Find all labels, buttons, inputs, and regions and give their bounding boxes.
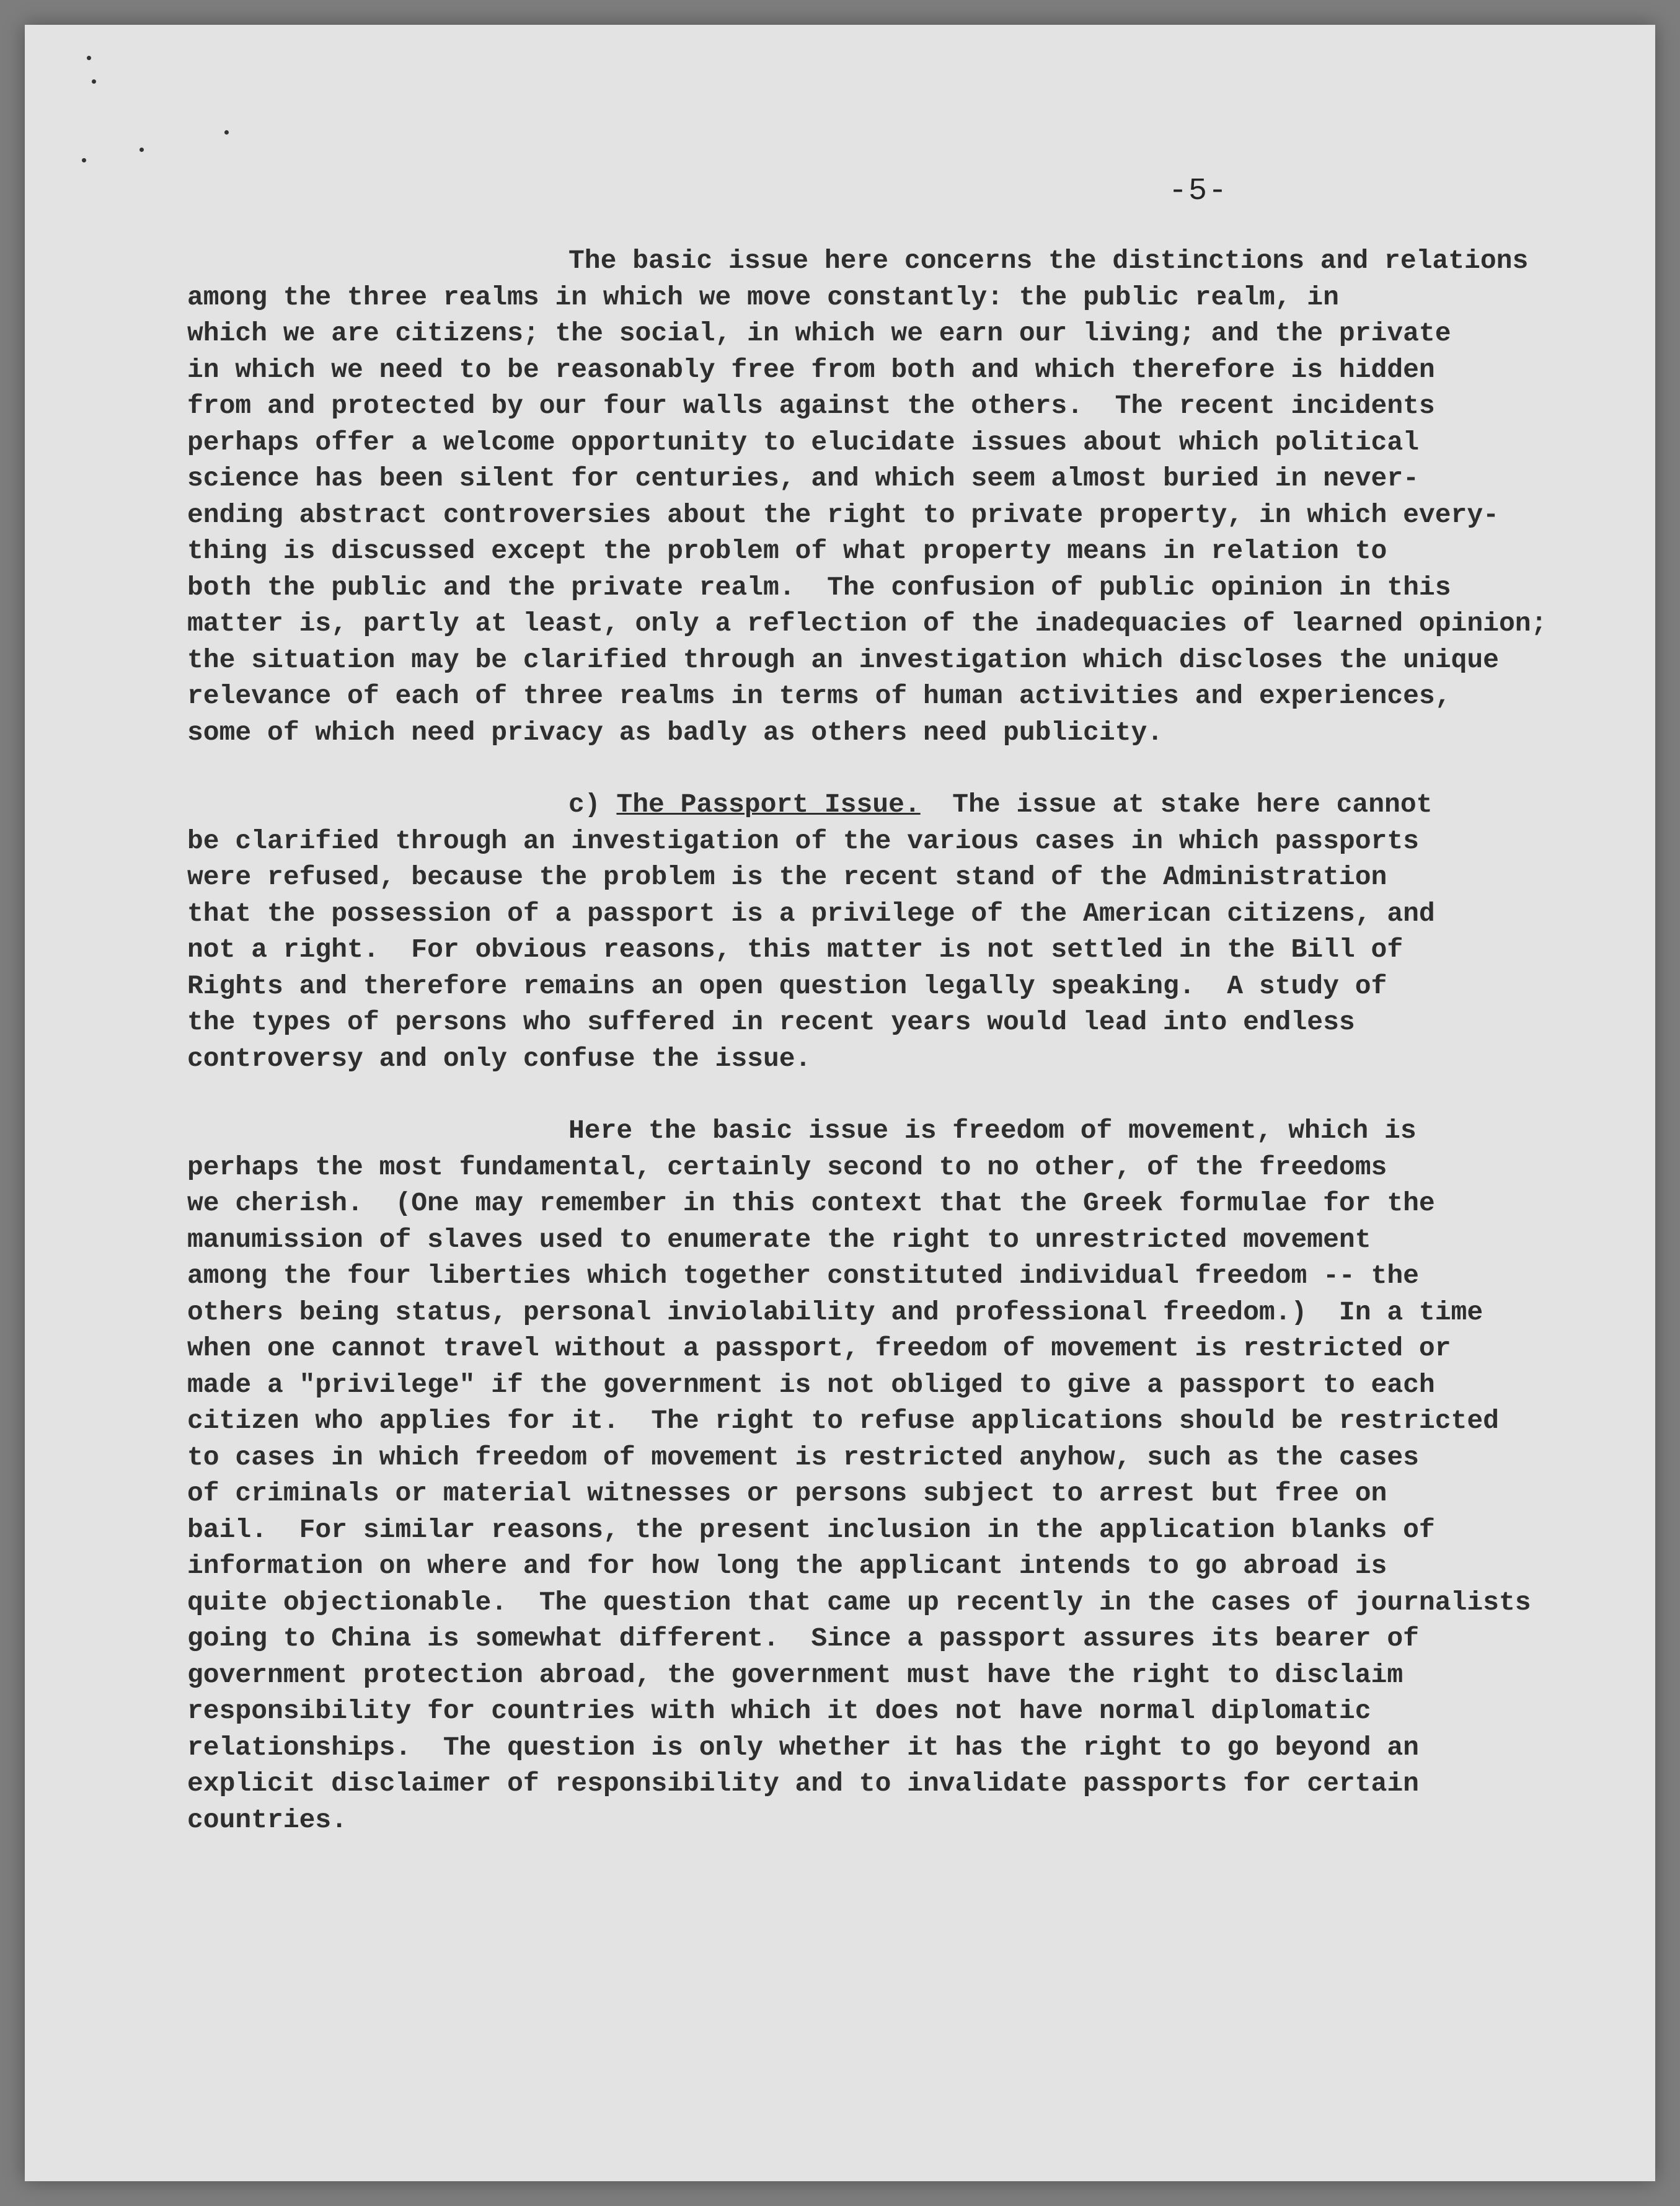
text-line: be clarified through an investigation of the various cases in which passports (187, 825, 1419, 856)
text-line: among the four liberties which together constituted individual freedom -- the (187, 1260, 1419, 1291)
text-line: were refused, because the problem is the recent stand of the Administration (187, 862, 1387, 892)
section-label: c) (568, 789, 617, 820)
paragraph-gap (187, 751, 1551, 787)
text-line: bail. For similar reasons, the present inclusion in the application blanks of (187, 1514, 1435, 1545)
text-line: in which we need to be reasonably free from both and which therefore is hidden (187, 354, 1435, 385)
text-line: government protection abroad, the government must have the right to disclaim (187, 1659, 1404, 1690)
text-line: science has been silent for centuries, and which seem almost buried in never- (187, 463, 1419, 494)
page-number: -5- (1169, 174, 1229, 209)
paragraph-freedom-of-movement (187, 1113, 1551, 1838)
text-line: others being status, personal inviolability and professional freedom.) In a time (187, 1296, 1483, 1327)
text-line: countries. (187, 1804, 348, 1835)
text-line: The basic issue here concerns the distinctions and relations (568, 246, 1529, 276)
paper-speck (87, 56, 91, 60)
text-line: that the possession of a passport is a privilege of the American citizens, and (187, 898, 1435, 929)
text-line: Rights and therefore remains an open question legally speaking. A study of (187, 970, 1387, 1001)
text-line: quite objectionable. The question that came up recently in the cases of journalists (187, 1587, 1531, 1618)
text-line: Here the basic issue is freedom of movement, which is (568, 1115, 1417, 1146)
text-line: both the public and the private realm. The confusion of public opinion in this (187, 572, 1451, 603)
text-line: controversy and only confuse the issue. (187, 1043, 811, 1074)
text-line: from and protected by our four walls against the others. The recent incidents (187, 391, 1435, 421)
text-line: explicit disclaimer of responsibility and to invalidate passports for certain (187, 1768, 1419, 1799)
text-line-rest: The issue at stake here cannot (920, 789, 1433, 820)
text-line: matter is, partly at least, only a reflection of the inadequacies of learned opinion; (187, 608, 1547, 639)
text-line: thing is discussed except the problem of what property means in relation to (187, 536, 1387, 566)
text-line: the types of persons who suffered in recent years would lead into endless (187, 1007, 1355, 1037)
paragraph-gap (187, 1077, 1551, 1113)
text-line: ending abstract controversies about the right to private property, in which every- (187, 499, 1499, 530)
text-line: among the three realms in which we move constantly: the public realm, in (187, 281, 1339, 312)
text-line: responsibility for countries with which it does not have normal diplomatic (187, 1696, 1371, 1726)
text-line: relationships. The question is only whether it has the right to go beyond an (187, 1732, 1419, 1763)
text-line: information on where and for how long the applicant intends to go abroad is (187, 1551, 1387, 1581)
section-heading: The Passport Issue. (616, 789, 921, 820)
document-page (25, 25, 1655, 2181)
paper-speck (92, 79, 96, 84)
paper-speck (139, 148, 144, 152)
paper-speck (224, 130, 229, 135)
paragraph-private-realm (187, 243, 1551, 751)
text-line: of criminals or material witnesses or persons subject to arrest but free on (187, 1478, 1387, 1508)
text-line: made a "privilege" if the government is not obliged to give a passport to each (187, 1369, 1435, 1400)
text-line: which we are citizens; the social, in which we earn our living; and the private (187, 318, 1451, 348)
paper-speck (82, 158, 86, 162)
text-line: perhaps offer a welcome opportunity to elucidate issues about which political (187, 427, 1419, 458)
text-line: not a right. For obvious reasons, this matter is not settled in the Bill of (187, 934, 1404, 965)
text-line: when one cannot travel without a passport, freedom of movement is restricted or (187, 1333, 1451, 1363)
text-line: perhaps the most fundamental, certainly second to no other, of the freedoms (187, 1151, 1387, 1182)
text-line (187, 787, 1551, 823)
text-line: to cases in which freedom of movement is restricted anyhow, such as the cases (187, 1442, 1419, 1473)
text-line: the situation may be clarified through an investigation which discloses the unique (187, 644, 1499, 675)
paragraph-passport-issue (187, 787, 1551, 1077)
text-line: going to China is somewhat different. Since a passport assures its bearer of (187, 1623, 1419, 1654)
document-body (187, 243, 1551, 1838)
text-line: manumission of slaves used to enumerate the right to unrestricted movement (187, 1224, 1371, 1255)
text-line: we cherish. (One may remember in this context that the Greek formulae for the (187, 1188, 1435, 1218)
text-line: relevance of each of three realms in terms of human activities and experiences, (187, 681, 1451, 711)
text-line: citizen who applies for it. The right to refuse applications should be restricted (187, 1406, 1499, 1436)
text-line: some of which need privacy as badly as others need publicity. (187, 717, 1164, 748)
